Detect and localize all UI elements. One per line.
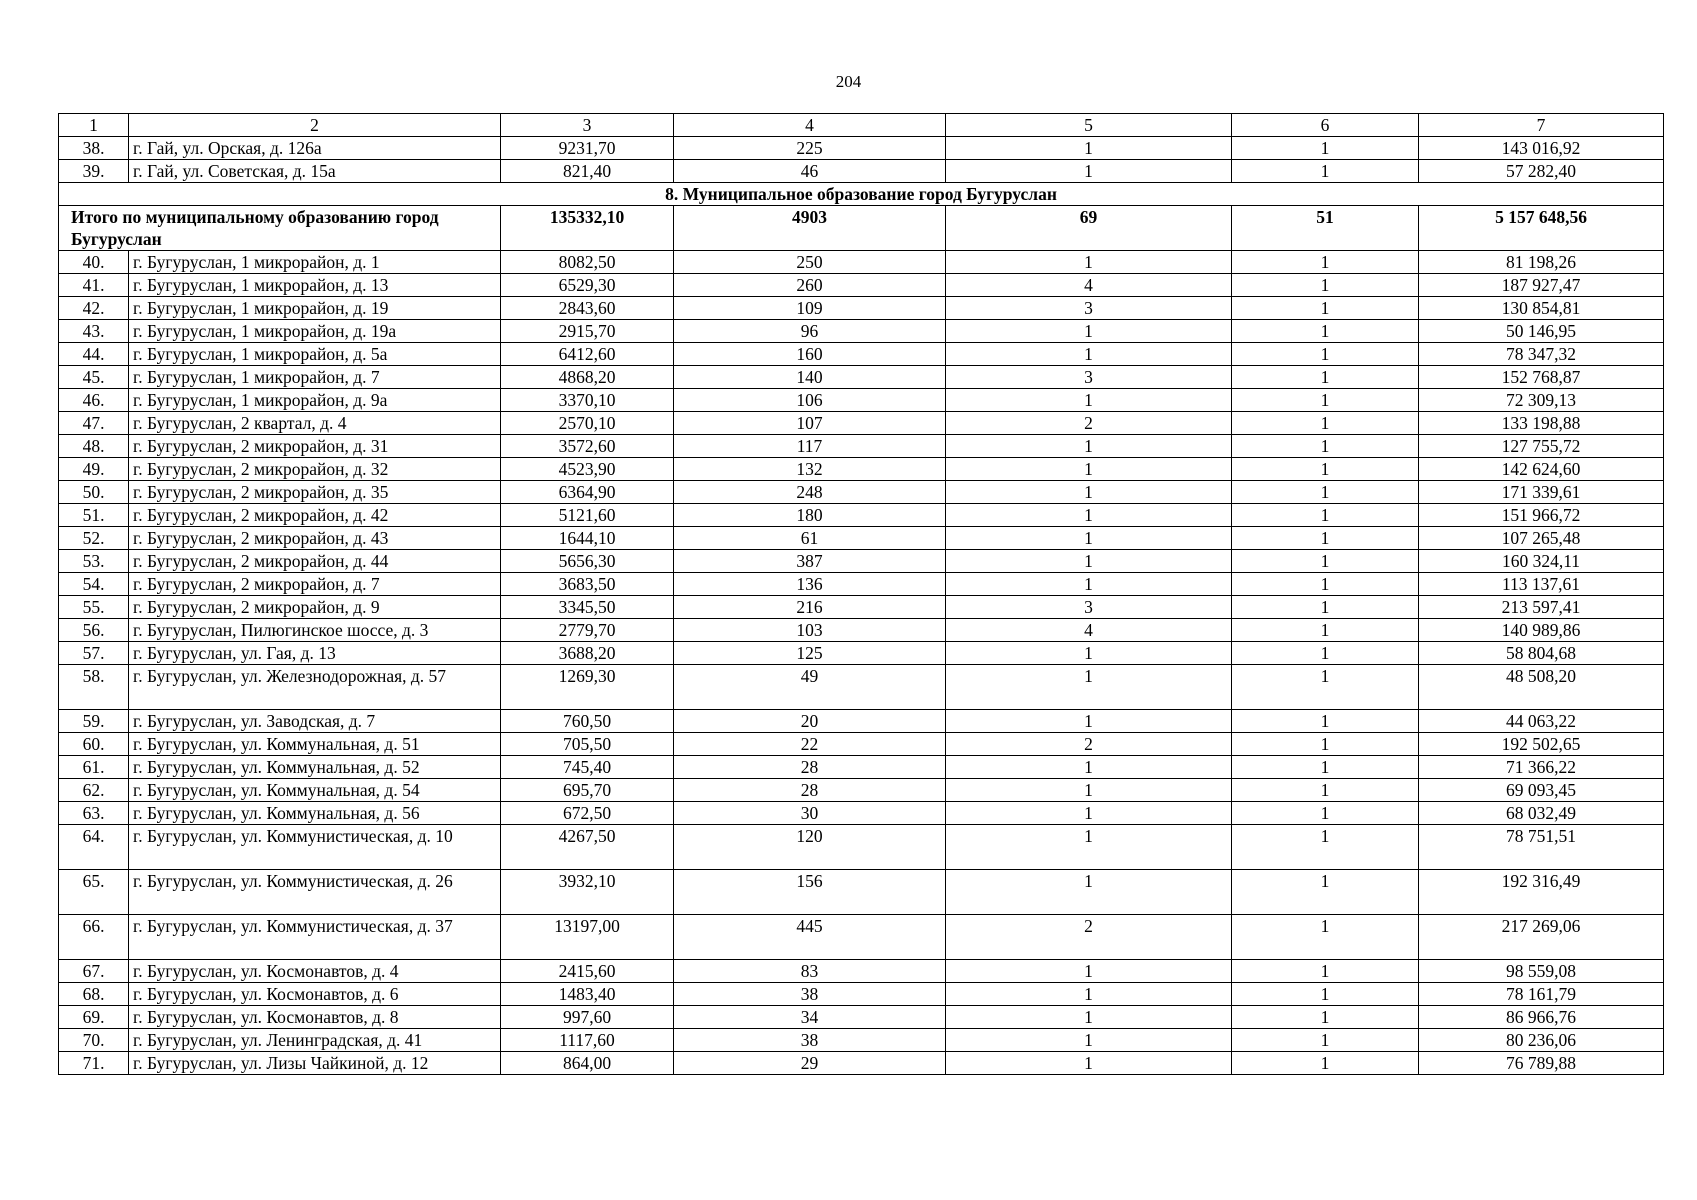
residents-cell: 117 — [674, 435, 946, 458]
count-cell: 1 — [1232, 710, 1419, 733]
table-row — [59, 389, 1664, 412]
residents-cell: 387 — [674, 550, 946, 573]
total-value: 4903 — [674, 206, 946, 251]
address-cell: г. Бугуруслан, ул. Лизы Чайкиной, д. 12 — [129, 1052, 501, 1075]
table-row — [59, 1052, 1664, 1075]
table-row — [59, 366, 1664, 389]
column-number-row — [59, 114, 1664, 137]
column-number: 6 — [1232, 114, 1419, 137]
area-cell: 8082,50 — [501, 251, 674, 274]
row-number-cell: 45. — [59, 366, 129, 389]
area-cell: 4523,90 — [501, 458, 674, 481]
residents-cell: 30 — [674, 802, 946, 825]
row-number-cell: 52. — [59, 527, 129, 550]
row-number-cell: 60. — [59, 733, 129, 756]
amount-cell: 127 755,72 — [1419, 435, 1664, 458]
count-cell: 1 — [946, 983, 1232, 1006]
count-cell: 1 — [946, 343, 1232, 366]
amount-cell: 44 063,22 — [1419, 710, 1664, 733]
residents-cell: 180 — [674, 504, 946, 527]
total-value: 51 — [1232, 206, 1419, 251]
area-cell: 3688,20 — [501, 642, 674, 665]
amount-cell: 151 966,72 — [1419, 504, 1664, 527]
table-row — [59, 756, 1664, 779]
residents-cell: 107 — [674, 412, 946, 435]
amount-cell: 71 366,22 — [1419, 756, 1664, 779]
amount-cell: 171 339,61 — [1419, 481, 1664, 504]
count-cell: 1 — [1232, 642, 1419, 665]
count-cell: 1 — [1232, 619, 1419, 642]
count-cell: 1 — [1232, 320, 1419, 343]
row-number-cell: 44. — [59, 343, 129, 366]
row-number-cell: 61. — [59, 756, 129, 779]
count-cell: 3 — [946, 596, 1232, 619]
area-cell: 6364,90 — [501, 481, 674, 504]
count-cell: 1 — [1232, 504, 1419, 527]
address-cell: г. Бугуруслан, ул. Космонавтов, д. 4 — [129, 960, 501, 983]
count-cell: 1 — [946, 137, 1232, 160]
table-row — [59, 573, 1664, 596]
address-cell: г. Бугуруслан, ул. Ленинградская, д. 41 — [129, 1029, 501, 1052]
address-cell: г. Бугуруслан, 2 микрорайон, д. 7 — [129, 573, 501, 596]
amount-cell: 107 265,48 — [1419, 527, 1664, 550]
amount-cell: 140 989,86 — [1419, 619, 1664, 642]
count-cell: 1 — [1232, 779, 1419, 802]
column-number: 1 — [59, 114, 129, 137]
count-cell: 1 — [946, 779, 1232, 802]
area-cell: 3345,50 — [501, 596, 674, 619]
count-cell: 1 — [1232, 802, 1419, 825]
area-cell: 5656,30 — [501, 550, 674, 573]
count-cell: 1 — [1232, 274, 1419, 297]
count-cell: 1 — [1232, 1052, 1419, 1075]
count-cell: 1 — [946, 756, 1232, 779]
row-number-cell: 42. — [59, 297, 129, 320]
count-cell: 1 — [1232, 1006, 1419, 1029]
amount-cell: 81 198,26 — [1419, 251, 1664, 274]
amount-cell: 187 927,47 — [1419, 274, 1664, 297]
amount-cell: 113 137,61 — [1419, 573, 1664, 596]
table-row — [59, 527, 1664, 550]
area-cell: 2843,60 — [501, 297, 674, 320]
amount-cell: 152 768,87 — [1419, 366, 1664, 389]
section-row — [59, 183, 1664, 206]
address-cell: г. Бугуруслан, ул. Железнодорожная, д. 57 — [129, 665, 501, 710]
amount-cell: 50 146,95 — [1419, 320, 1664, 343]
address-cell: г. Бугуруслан, 2 микрорайон, д. 31 — [129, 435, 501, 458]
area-cell: 1483,40 — [501, 983, 674, 1006]
count-cell: 1 — [1232, 550, 1419, 573]
row-number-cell: 70. — [59, 1029, 129, 1052]
data-table — [58, 113, 1664, 1075]
count-cell: 1 — [1232, 870, 1419, 915]
amount-cell: 217 269,06 — [1419, 915, 1664, 960]
table-row — [59, 504, 1664, 527]
area-cell: 4868,20 — [501, 366, 674, 389]
count-cell: 1 — [946, 870, 1232, 915]
area-cell: 2915,70 — [501, 320, 674, 343]
total-value: 69 — [946, 206, 1232, 251]
count-cell: 1 — [1232, 665, 1419, 710]
count-cell: 1 — [1232, 458, 1419, 481]
table-row — [59, 960, 1664, 983]
address-cell: г. Бугуруслан, 1 микрорайон, д. 7 — [129, 366, 501, 389]
row-number-cell: 57. — [59, 642, 129, 665]
row-number-cell: 59. — [59, 710, 129, 733]
area-cell: 695,70 — [501, 779, 674, 802]
area-cell: 821,40 — [501, 160, 674, 183]
residents-cell: 96 — [674, 320, 946, 343]
table-row — [59, 274, 1664, 297]
row-number-cell: 68. — [59, 983, 129, 1006]
area-cell: 6529,30 — [501, 274, 674, 297]
row-number-cell: 48. — [59, 435, 129, 458]
count-cell: 1 — [946, 960, 1232, 983]
row-number-cell: 54. — [59, 573, 129, 596]
count-cell: 1 — [1232, 137, 1419, 160]
residents-cell: 29 — [674, 1052, 946, 1075]
residents-cell: 83 — [674, 960, 946, 983]
residents-cell: 22 — [674, 733, 946, 756]
amount-cell: 142 624,60 — [1419, 458, 1664, 481]
residents-cell: 260 — [674, 274, 946, 297]
residents-cell: 216 — [674, 596, 946, 619]
row-number-cell: 63. — [59, 802, 129, 825]
count-cell: 1 — [1232, 573, 1419, 596]
table-row — [59, 1006, 1664, 1029]
residents-cell: 46 — [674, 160, 946, 183]
row-number-cell: 66. — [59, 915, 129, 960]
amount-cell: 58 804,68 — [1419, 642, 1664, 665]
count-cell: 1 — [1232, 366, 1419, 389]
amount-cell: 48 508,20 — [1419, 665, 1664, 710]
table-row — [59, 1029, 1664, 1052]
count-cell: 1 — [946, 1052, 1232, 1075]
table-row — [59, 915, 1664, 960]
residents-cell: 38 — [674, 983, 946, 1006]
table-row — [59, 779, 1664, 802]
row-number-cell: 69. — [59, 1006, 129, 1029]
table-row — [59, 665, 1664, 710]
count-cell: 1 — [1232, 160, 1419, 183]
count-cell: 1 — [946, 1029, 1232, 1052]
count-cell: 1 — [946, 320, 1232, 343]
table-row — [59, 710, 1664, 733]
row-number-cell: 47. — [59, 412, 129, 435]
address-cell: г. Гай, ул. Советская, д. 15а — [129, 160, 501, 183]
count-cell: 2 — [946, 733, 1232, 756]
amount-cell: 76 789,88 — [1419, 1052, 1664, 1075]
table-row — [59, 733, 1664, 756]
count-cell: 1 — [946, 504, 1232, 527]
residents-cell: 445 — [674, 915, 946, 960]
residents-cell: 34 — [674, 1006, 946, 1029]
residents-cell: 132 — [674, 458, 946, 481]
address-cell: г. Бугуруслан, ул. Коммунистическая, д. 37 — [129, 915, 501, 960]
table-row — [59, 983, 1664, 1006]
address-cell: г. Бугуруслан, 2 микрорайон, д. 9 — [129, 596, 501, 619]
address-cell: г. Гай, ул. Орская, д. 126а — [129, 137, 501, 160]
row-number-cell: 56. — [59, 619, 129, 642]
table-row — [59, 870, 1664, 915]
table-row — [59, 160, 1664, 183]
address-cell: г. Бугуруслан, 2 квартал, д. 4 — [129, 412, 501, 435]
address-cell: г. Бугуруслан, ул. Космонавтов, д. 8 — [129, 1006, 501, 1029]
count-cell: 1 — [946, 251, 1232, 274]
table-row — [59, 320, 1664, 343]
count-cell: 3 — [946, 366, 1232, 389]
residents-cell: 248 — [674, 481, 946, 504]
area-cell: 745,40 — [501, 756, 674, 779]
address-cell: г. Бугуруслан, 2 микрорайон, д. 43 — [129, 527, 501, 550]
count-cell: 1 — [1232, 596, 1419, 619]
amount-cell: 78 347,32 — [1419, 343, 1664, 366]
area-cell: 2570,10 — [501, 412, 674, 435]
row-number-cell: 58. — [59, 665, 129, 710]
residents-cell: 140 — [674, 366, 946, 389]
address-cell: г. Бугуруслан, 2 микрорайон, д. 42 — [129, 504, 501, 527]
table-row — [59, 251, 1664, 274]
address-cell: г. Бугуруслан, 1 микрорайон, д. 9а — [129, 389, 501, 412]
column-number: 3 — [501, 114, 674, 137]
area-cell: 6412,60 — [501, 343, 674, 366]
residents-cell: 125 — [674, 642, 946, 665]
count-cell: 4 — [946, 619, 1232, 642]
table-row — [59, 435, 1664, 458]
area-cell: 3370,10 — [501, 389, 674, 412]
table-row — [59, 619, 1664, 642]
area-cell: 864,00 — [501, 1052, 674, 1075]
row-number-cell: 51. — [59, 504, 129, 527]
area-cell: 2779,70 — [501, 619, 674, 642]
count-cell: 1 — [946, 481, 1232, 504]
count-cell: 1 — [946, 527, 1232, 550]
residents-cell: 120 — [674, 825, 946, 870]
count-cell: 1 — [946, 435, 1232, 458]
address-cell: г. Бугуруслан, 1 микрорайон, д. 19а — [129, 320, 501, 343]
count-cell: 1 — [946, 642, 1232, 665]
count-cell: 1 — [1232, 983, 1419, 1006]
total-value: 5 157 648,56 — [1419, 206, 1664, 251]
table-row — [59, 481, 1664, 504]
count-cell: 2 — [946, 412, 1232, 435]
count-cell: 1 — [946, 710, 1232, 733]
count-cell: 1 — [1232, 297, 1419, 320]
count-cell: 1 — [946, 802, 1232, 825]
amount-cell: 213 597,41 — [1419, 596, 1664, 619]
amount-cell: 130 854,81 — [1419, 297, 1664, 320]
residents-cell: 28 — [674, 756, 946, 779]
table-row — [59, 825, 1664, 870]
count-cell: 2 — [946, 915, 1232, 960]
residents-cell: 160 — [674, 343, 946, 366]
residents-cell: 225 — [674, 137, 946, 160]
address-cell: г. Бугуруслан, 1 микрорайон, д. 5а — [129, 343, 501, 366]
amount-cell: 57 282,40 — [1419, 160, 1664, 183]
address-cell: г. Бугуруслан, 1 микрорайон, д. 19 — [129, 297, 501, 320]
count-cell: 1 — [1232, 412, 1419, 435]
row-number-cell: 46. — [59, 389, 129, 412]
area-cell: 1644,10 — [501, 527, 674, 550]
count-cell: 1 — [946, 825, 1232, 870]
area-cell: 672,50 — [501, 802, 674, 825]
count-cell: 1 — [1232, 343, 1419, 366]
address-cell: г. Бугуруслан, ул. Коммунальная, д. 54 — [129, 779, 501, 802]
address-cell: г. Бугуруслан, ул. Коммунальная, д. 51 — [129, 733, 501, 756]
amount-cell: 68 032,49 — [1419, 802, 1664, 825]
residents-cell: 156 — [674, 870, 946, 915]
row-number-cell: 67. — [59, 960, 129, 983]
area-cell: 3572,60 — [501, 435, 674, 458]
row-number-cell: 38. — [59, 137, 129, 160]
table-row — [59, 343, 1664, 366]
amount-cell: 78 161,79 — [1419, 983, 1664, 1006]
area-cell: 13197,00 — [501, 915, 674, 960]
total-label: Итого по муниципальному образованию город Бугуруслан — [59, 206, 501, 251]
count-cell: 1 — [946, 665, 1232, 710]
amount-cell: 69 093,45 — [1419, 779, 1664, 802]
table-row — [59, 137, 1664, 160]
area-cell: 760,50 — [501, 710, 674, 733]
area-cell: 4267,50 — [501, 825, 674, 870]
row-number-cell: 62. — [59, 779, 129, 802]
section-title: 8. Муниципальное образование город Бугуруслан — [59, 183, 1664, 206]
count-cell: 3 — [946, 297, 1232, 320]
address-cell: г. Бугуруслан, ул. Космонавтов, д. 6 — [129, 983, 501, 1006]
page-number: 204 — [835, 72, 862, 91]
count-cell: 1 — [1232, 251, 1419, 274]
row-number-cell: 65. — [59, 870, 129, 915]
amount-cell: 143 016,92 — [1419, 137, 1664, 160]
column-number: 7 — [1419, 114, 1664, 137]
area-cell: 3683,50 — [501, 573, 674, 596]
residents-cell: 250 — [674, 251, 946, 274]
column-number: 4 — [674, 114, 946, 137]
amount-cell: 72 309,13 — [1419, 389, 1664, 412]
residents-cell: 28 — [674, 779, 946, 802]
table-row — [59, 550, 1664, 573]
row-number-cell: 53. — [59, 550, 129, 573]
row-number-cell: 49. — [59, 458, 129, 481]
total-value: 135332,10 — [501, 206, 674, 251]
column-number: 5 — [946, 114, 1232, 137]
count-cell: 1 — [1232, 481, 1419, 504]
count-cell: 1 — [1232, 1029, 1419, 1052]
count-cell: 1 — [1232, 435, 1419, 458]
row-number-cell: 55. — [59, 596, 129, 619]
address-cell: г. Бугуруслан, ул. Коммунальная, д. 52 — [129, 756, 501, 779]
area-cell: 5121,60 — [501, 504, 674, 527]
count-cell: 1 — [1232, 733, 1419, 756]
count-cell: 1 — [1232, 756, 1419, 779]
table-row — [59, 642, 1664, 665]
area-cell: 997,60 — [501, 1006, 674, 1029]
count-cell: 1 — [1232, 527, 1419, 550]
count-cell: 1 — [946, 573, 1232, 596]
total-row — [59, 206, 1664, 251]
column-number: 2 — [129, 114, 501, 137]
area-cell: 705,50 — [501, 733, 674, 756]
count-cell: 1 — [946, 1006, 1232, 1029]
address-cell: г. Бугуруслан, 1 микрорайон, д. 1 — [129, 251, 501, 274]
residents-cell: 61 — [674, 527, 946, 550]
residents-cell: 109 — [674, 297, 946, 320]
area-cell: 1117,60 — [501, 1029, 674, 1052]
address-cell: г. Бугуруслан, Пилюгинское шоссе, д. 3 — [129, 619, 501, 642]
table-row — [59, 596, 1664, 619]
count-cell: 1 — [1232, 960, 1419, 983]
residents-cell: 38 — [674, 1029, 946, 1052]
residents-cell: 103 — [674, 619, 946, 642]
address-cell: г. Бугуруслан, ул. Коммунистическая, д. 10 — [129, 825, 501, 870]
amount-cell: 78 751,51 — [1419, 825, 1664, 870]
count-cell: 1 — [946, 458, 1232, 481]
count-cell: 1 — [1232, 915, 1419, 960]
table-row — [59, 297, 1664, 320]
address-cell: г. Бугуруслан, 2 микрорайон, д. 35 — [129, 481, 501, 504]
amount-cell: 160 324,11 — [1419, 550, 1664, 573]
address-cell: г. Бугуруслан, ул. Гая, д. 13 — [129, 642, 501, 665]
area-cell: 9231,70 — [501, 137, 674, 160]
row-number-cell: 41. — [59, 274, 129, 297]
table-row — [59, 412, 1664, 435]
area-cell: 1269,30 — [501, 665, 674, 710]
residents-cell: 20 — [674, 710, 946, 733]
row-number-cell: 40. — [59, 251, 129, 274]
row-number-cell: 64. — [59, 825, 129, 870]
address-cell: г. Бугуруслан, 2 микрорайон, д. 32 — [129, 458, 501, 481]
count-cell: 1 — [946, 389, 1232, 412]
address-cell: г. Бугуруслан, ул. Коммунистическая, д. 26 — [129, 870, 501, 915]
area-cell: 2415,60 — [501, 960, 674, 983]
row-number-cell: 43. — [59, 320, 129, 343]
amount-cell: 192 316,49 — [1419, 870, 1664, 915]
residents-cell: 136 — [674, 573, 946, 596]
address-cell: г. Бугуруслан, 2 микрорайон, д. 44 — [129, 550, 501, 573]
address-cell: г. Бугуруслан, ул. Коммунальная, д. 56 — [129, 802, 501, 825]
row-number-cell: 39. — [59, 160, 129, 183]
amount-cell: 192 502,65 — [1419, 733, 1664, 756]
amount-cell: 86 966,76 — [1419, 1006, 1664, 1029]
table-row — [59, 458, 1664, 481]
count-cell: 1 — [946, 550, 1232, 573]
row-number-cell: 71. — [59, 1052, 129, 1075]
amount-cell: 133 198,88 — [1419, 412, 1664, 435]
amount-cell: 80 236,06 — [1419, 1029, 1664, 1052]
count-cell: 1 — [946, 160, 1232, 183]
residents-cell: 106 — [674, 389, 946, 412]
area-cell: 3932,10 — [501, 870, 674, 915]
row-number-cell: 50. — [59, 481, 129, 504]
table-row — [59, 802, 1664, 825]
count-cell: 1 — [1232, 825, 1419, 870]
address-cell: г. Бугуруслан, 1 микрорайон, д. 13 — [129, 274, 501, 297]
amount-cell: 98 559,08 — [1419, 960, 1664, 983]
count-cell: 1 — [1232, 389, 1419, 412]
count-cell: 4 — [946, 274, 1232, 297]
residents-cell: 49 — [674, 665, 946, 710]
address-cell: г. Бугуруслан, ул. Заводская, д. 7 — [129, 710, 501, 733]
